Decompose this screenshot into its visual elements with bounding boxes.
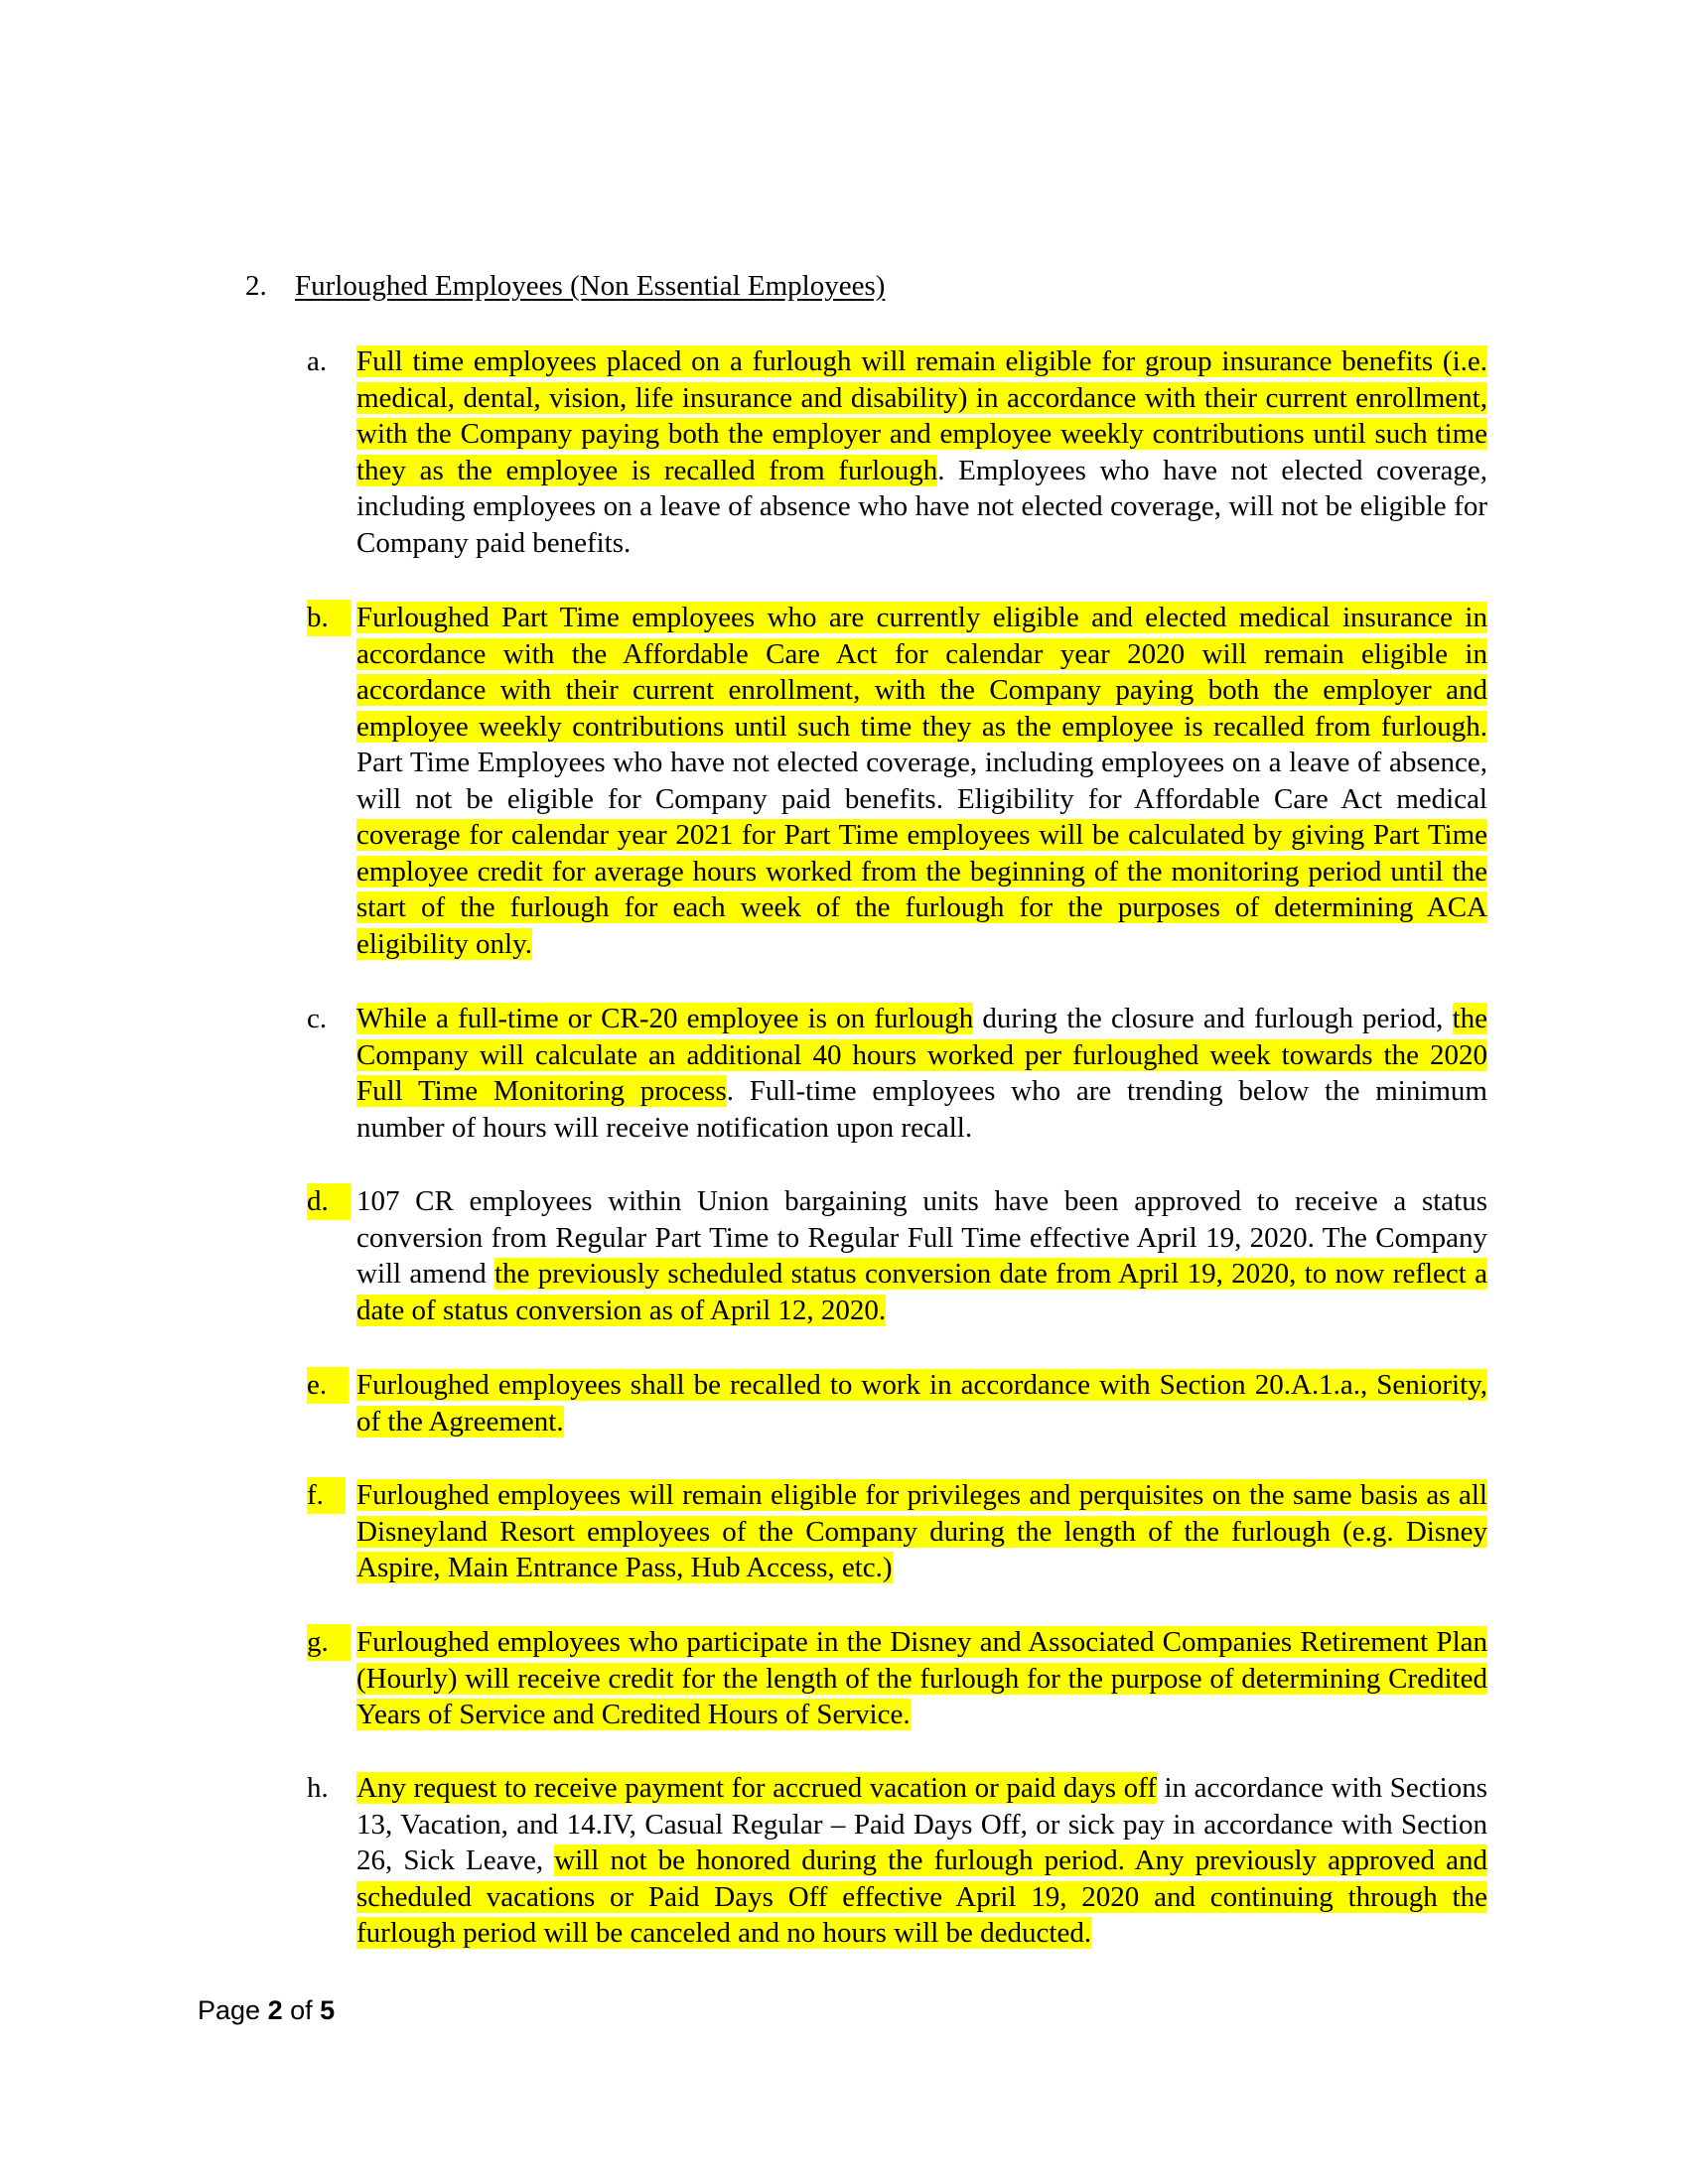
item-marker: e. xyxy=(307,1367,349,1404)
item-body xyxy=(356,1001,1487,1146)
highlighted-text: Furloughed employees who participate in the Disney and Associated Companies Retirement Plan (Hourly) will receive credit for the length of the furlough for the purpose of determining Credited Years of Service and Credited Hours of Service. xyxy=(356,1626,1487,1730)
highlighted-text: the Company will calculate an additional 40 hours worked per furloughed week towards the 2020 Full Time Monitoring process xyxy=(356,1003,1487,1107)
plain-text: Part Time Employees who have not elected coverage, including employees on a leave of absence, will not be eligible for Company paid benefits. Eligibility for Affordable Care Act medical xyxy=(356,747,1487,815)
plain-text: 107 CR employees within Union bargaining units have been approved to receive a status conversion from Regular Part Time to Regular Full Time effective April 19, 2020. The Company will amend xyxy=(356,1185,1487,1290)
item-marker: d. xyxy=(307,1183,351,1220)
highlighted-text: the previously scheduled status conversion date from April 19, 2020, to now reflect a date of status conversion as of April 12, 2020. xyxy=(356,1258,1487,1326)
plain-text: in accordance with Sections 13, Vacation, and 14.IV, Casual Regular – Paid Days Off, or sick pay in accordance with Section 26, Sick Leave, xyxy=(356,1772,1487,1876)
highlighted-text: Full time employees placed on a furlough will remain eligible for group insurance benefits (i.e. medical, dental, vision, life insurance and disability) in accordance with their current enrollment, with the Company paying both the employer and employee weekly contributions until such time they as the employee is recalled from furlough xyxy=(356,345,1487,486)
item-body xyxy=(356,343,1487,561)
highlighted-text: will not be honored during the furlough period. Any previously approved and scheduled vacations or Paid Days Off effective April 19, 2020 and continuing through the furlough period will be canceled and no hours will be deducted. xyxy=(356,1844,1488,1949)
highlighted-text: Furloughed employees will remain eligible for privileges and perquisites on the same basis as all Disneyland Resort employees of the Company during the length of the furlough (e.g. Disney Aspire, Main Entrance Pass, Hub Access, etc.) xyxy=(356,1479,1487,1583)
item-body xyxy=(356,1367,1487,1439)
list-item-a xyxy=(307,343,1487,561)
highlighted-text: Any request to receive payment for accrued vacation or paid days off xyxy=(356,1772,1157,1804)
section-number: 2. xyxy=(245,270,267,302)
list-item-h xyxy=(307,1770,1487,1952)
section-heading xyxy=(245,268,885,304)
item-body xyxy=(356,1183,1487,1328)
item-marker: c. xyxy=(307,1003,328,1034)
footer-page-word: Page xyxy=(198,1995,261,2025)
page-footer xyxy=(198,1993,335,2027)
plain-text: . Employees who have not elected coverage, including employees on a leave of absence who have not elected coverage, will not be eligible for Company paid benefits. xyxy=(356,454,1487,559)
item-body xyxy=(356,1477,1487,1586)
item-marker: g. xyxy=(307,1624,351,1661)
item-marker: h. xyxy=(307,1772,329,1804)
list-item-c xyxy=(307,1001,1487,1146)
highlighted-text: Furloughed employees shall be recalled to work in accordance with Section 20.A.1.a., Seniority, of the Agreement. xyxy=(356,1369,1487,1437)
plain-text: during the closure and furlough period, xyxy=(973,1003,1453,1034)
item-marker: b. xyxy=(307,600,351,636)
list-item-d xyxy=(307,1183,1487,1328)
list-item-f xyxy=(307,1477,1487,1586)
item-marker: f. xyxy=(307,1477,346,1514)
item-marker: a. xyxy=(307,345,328,377)
highlighted-text: coverage for calendar year 2021 for Part Time employees will be calculated by giving Part Time employee credit for average hours worked from the beginning of the monitoring period until the start of the furlough for each week of the furlough for the purposes of determining ACA eligibility only. xyxy=(356,819,1487,960)
highlighted-text: Furloughed Part Time employees who are currently eligible and elected medical insurance in accordance with the Affordable Care Act for calendar year 2020 will remain eligible in accordance with their current enrollment, with the Company paying both the employer and employee weekly contributions until such time they as the employee is recalled from furlough. xyxy=(356,602,1487,743)
item-body xyxy=(356,600,1487,962)
footer-total-pages: 5 xyxy=(320,1995,336,2025)
footer-of-word: of xyxy=(290,1995,313,2025)
list-item-e xyxy=(307,1367,1487,1439)
plain-text: . Full-time employees who are trending below the minimum number of hours will receive notification upon recall. xyxy=(356,1075,1487,1144)
item-body xyxy=(356,1770,1487,1952)
footer-current-page: 2 xyxy=(267,1995,283,2025)
list-item-b xyxy=(307,600,1487,962)
highlighted-text: While a full-time or CR-20 employee is on furlough xyxy=(356,1003,974,1034)
list-item-g xyxy=(307,1624,1487,1733)
item-body xyxy=(356,1624,1487,1733)
section-title: Furloughed Employees (Non Essential Employees) xyxy=(295,270,886,302)
